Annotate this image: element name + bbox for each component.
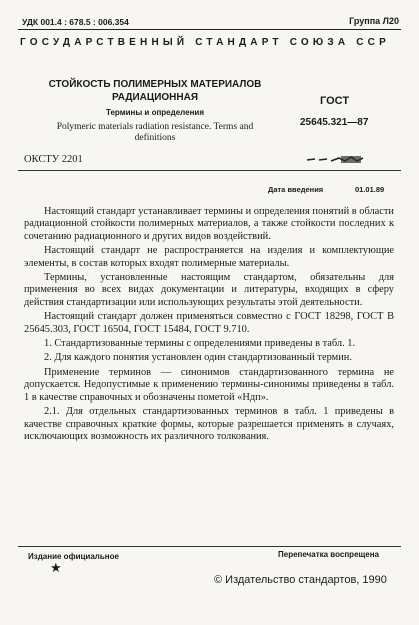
reprint-notice: Перепечатка воспрещена	[278, 550, 379, 559]
paragraph: Термины, установленные настоящим стандартом, обязательны для применения во всех видах документации и литературы, входящих в сферу действия стандартизации или использующих результаты этой деятельности.	[24, 272, 394, 308]
effective-date-label: Дата введения	[268, 185, 324, 194]
paragraph: 2.1. Для отдельных стандартизованных терминов в табл. 1 приведены в качестве справочных краткие формы, которые разрешается применять в случаях, исключающих возможность их различного толкования.	[24, 406, 394, 442]
top-rule	[18, 29, 401, 30]
document-subtitle: Термины и определения	[105, 108, 204, 117]
copyright-line: © Издательство стандартов, 1990	[214, 574, 387, 586]
group-code: Группа Л20	[349, 16, 399, 26]
signature-scribble	[305, 152, 365, 166]
paragraph: Настоящий стандарт устанавливает термины и определения понятий в области радиационной стойкости полимерных материалов, а также стойкости последних к сочетанию радиационного и других видов воздействий.	[24, 206, 394, 242]
document-body	[24, 206, 394, 445]
udk-code: УДК 001.4 : 678.5 : 006.354	[22, 17, 129, 27]
paragraph: 2. Для каждого понятия установлен один стандартизованный термин.	[44, 352, 352, 364]
official-edition-label: Издание официальное	[28, 552, 119, 561]
okstu-code: ОКСТУ 2201	[24, 154, 83, 165]
paragraph: Применение терминов — синонимов стандартизованного термина не допускается. Недопустимые к применению термины-синонимы приведены в табл. 1 в качестве справочных и обозначены пометой «Ндп».	[24, 366, 394, 403]
document-title: СТОЙКОСТЬ ПОЛИМЕРНЫХ МАТЕРИАЛОВ РАДИАЦИОННАЯ	[48, 79, 262, 103]
document-title-english: Polymeric materials radiation resistance. Terms and definitions	[56, 122, 254, 143]
gost-number: 25645.321—87	[300, 117, 369, 128]
gost-label: ГОСТ	[320, 95, 350, 107]
header-divider	[18, 170, 401, 171]
state-standard-heading: ГОСУДАРСТВЕННЫЙ СТАНДАРТ СОЮЗА ССР	[20, 37, 390, 48]
paragraph: 1. Стандартизованные термины с определениями приведены в табл. 1.	[44, 338, 356, 350]
paragraph: Настоящий стандарт не распространяется на изделия и комплектующие элементы, в состав которых входят полимерные материалы.	[24, 245, 394, 269]
footer-rule	[18, 546, 401, 547]
star-icon: ★	[50, 560, 62, 575]
effective-date-value: 01.01.89	[355, 185, 385, 194]
paragraph: Настоящий стандарт должен применяться совместно с ГОСТ 18298, ГОСТ В 25645.303, ГОСТ 16504, ГОСТ 15484, ГОСТ 9.710.	[24, 311, 394, 335]
